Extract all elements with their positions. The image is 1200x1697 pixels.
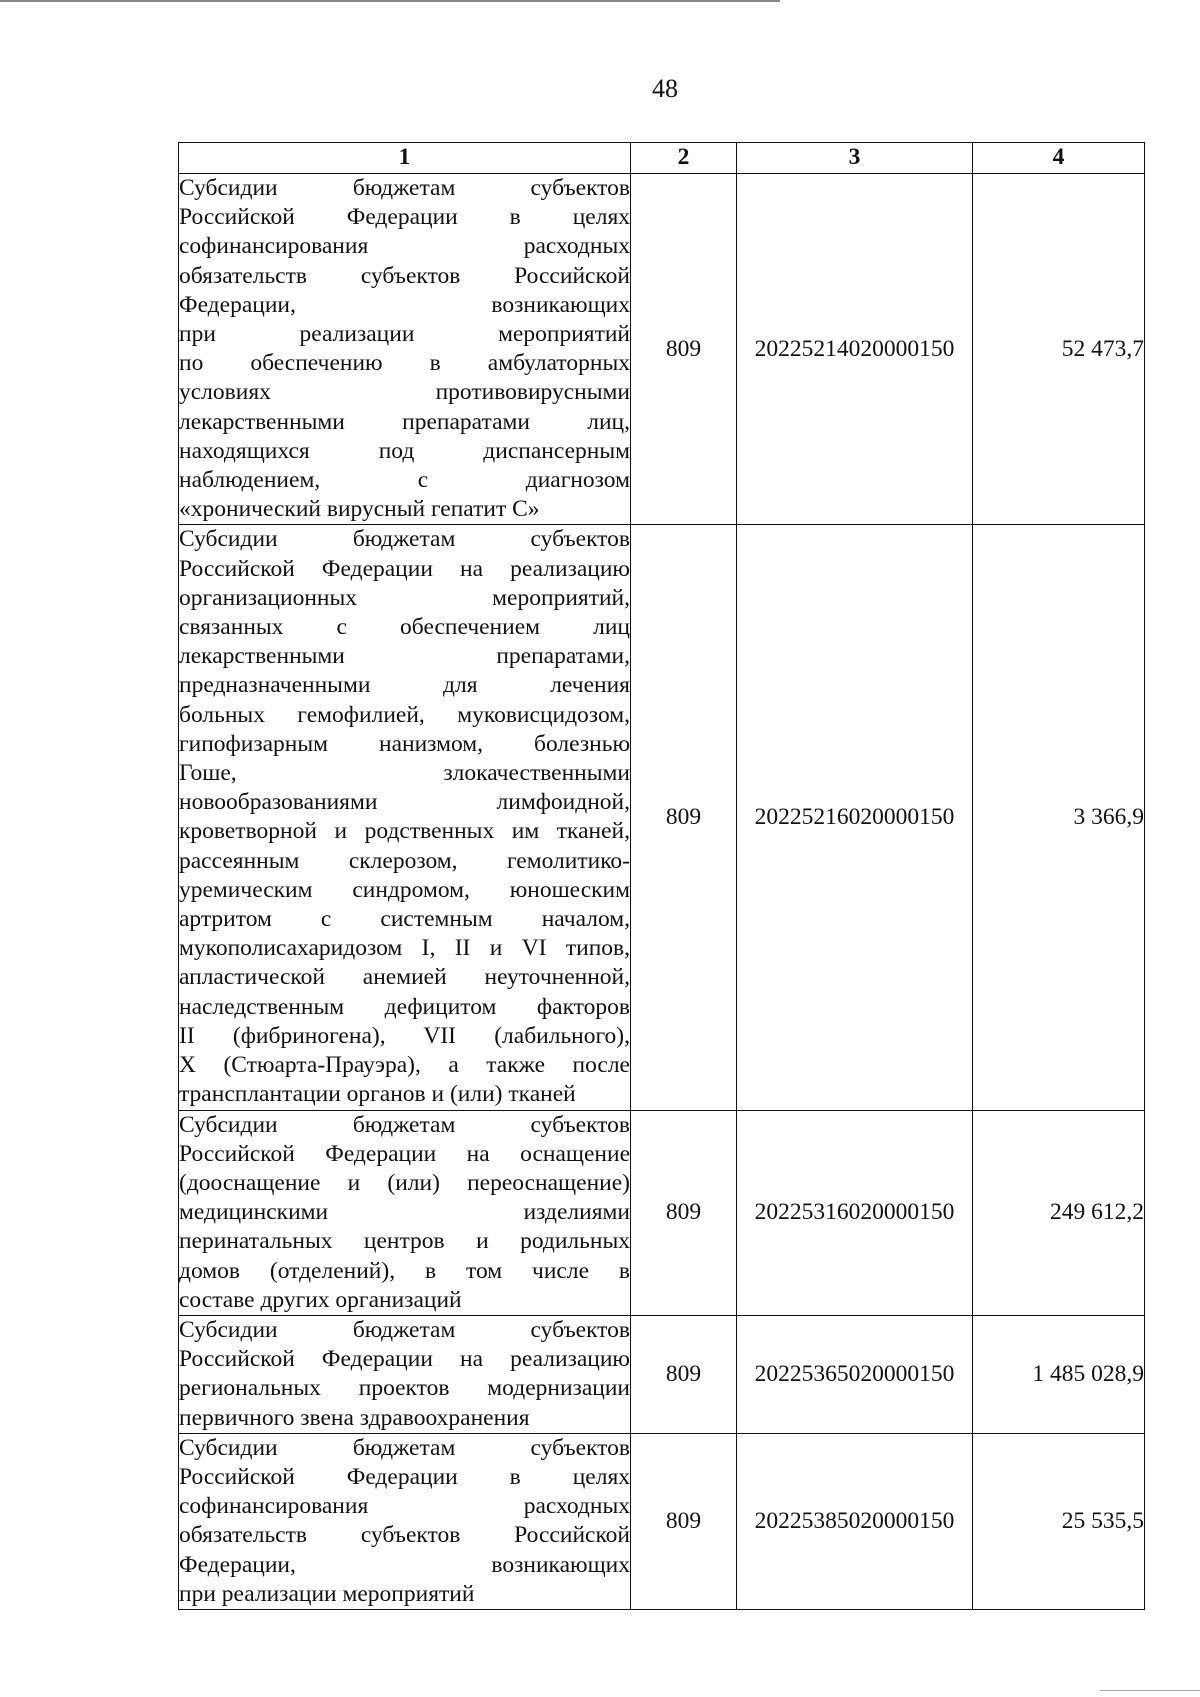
description-line: мукополисахаридозом I, II и VI типов, <box>179 935 630 962</box>
description-line: «хронический вирусный гепатит С» <box>179 496 540 523</box>
row-admin-code: 809 <box>631 174 737 525</box>
description-line: апластической анемией неуточненной, <box>179 964 630 991</box>
description-line: условиях противовирусными <box>179 379 630 406</box>
row-description <box>179 1110 631 1315</box>
description-line: Субсидии бюджетам субъектов <box>179 175 630 201</box>
table-row <box>179 174 1145 525</box>
column-header-4: 4 <box>973 143 1145 174</box>
table-row <box>179 525 1145 1110</box>
table-row <box>179 1315 1145 1433</box>
description-line: находящихся под диспансерным <box>179 437 630 464</box>
description-line: новообразованиями лимфоидной, <box>179 789 630 816</box>
row-budget-code: 20225216020000150 <box>737 525 973 1110</box>
budget-table <box>178 142 1145 1610</box>
row-admin-code: 809 <box>631 1433 737 1609</box>
description-line: рассеянным склерозом, гемолитико- <box>179 847 630 874</box>
description-line: Федерации, возникающих <box>179 291 630 318</box>
description-line: лекарственными препаратами лиц, <box>179 408 630 435</box>
description-line: (дооснащение и (или) переоснащение) <box>179 1169 630 1196</box>
table-body <box>179 174 1145 1610</box>
table-row <box>179 1110 1145 1315</box>
description-line: первичного звена здравоохранения <box>179 1404 530 1431</box>
description-line: составе других организаций <box>179 1286 462 1313</box>
description-line: артритом с системным началом, <box>179 906 630 933</box>
description-line: наследственным дефицитом факторов <box>179 993 630 1020</box>
row-amount: 1 485 028,9 <box>973 1315 1145 1433</box>
description-line: II (фибриногена), VII (лабильного), <box>179 1022 630 1049</box>
description-line: организационных мероприятий, <box>179 584 630 611</box>
description-line: трансплантации органов и (или) тканей <box>179 1081 576 1108</box>
description-line: при реализации мероприятий <box>179 321 630 348</box>
description-line: уремическим синдромом, юношеским <box>179 876 630 903</box>
column-header-2: 2 <box>631 143 737 174</box>
description-line: софинансирования расходных <box>179 233 630 260</box>
description-line: перинатальных центров и родильных <box>179 1228 630 1255</box>
scan-edge-bottom <box>1100 1690 1200 1691</box>
row-admin-code: 809 <box>631 1315 737 1433</box>
column-header-3: 3 <box>737 143 973 174</box>
description-line: наблюдением, с диагнозом <box>179 467 630 494</box>
description-line: Федерации, возникающих <box>179 1551 630 1578</box>
description-line: предназначенными для лечения <box>179 672 630 699</box>
row-amount: 249 612,2 <box>973 1110 1145 1315</box>
row-budget-code: 20225365020000150 <box>737 1315 973 1433</box>
row-admin-code: 809 <box>631 1110 737 1315</box>
description-line: X (Стюарта-Прауэра), а также после <box>179 1052 630 1079</box>
column-header-1: 1 <box>179 143 631 174</box>
row-budget-code: 20225214020000150 <box>737 174 973 525</box>
description-line: Субсидии бюджетам субъектов <box>179 1316 630 1343</box>
description-line: Российской Федерации на реализацию <box>179 1346 630 1373</box>
description-line: Российской Федерации на оснащение <box>179 1140 630 1167</box>
header-row <box>179 143 1145 174</box>
description-line: Субсидии бюджетам субъектов <box>179 1111 630 1138</box>
row-budget-code: 20225316020000150 <box>737 1110 973 1315</box>
description-line: Субсидии бюджетам субъектов <box>179 1434 630 1461</box>
description-line: обязательств субъектов Российской <box>179 262 630 289</box>
row-description <box>179 174 631 525</box>
description-line: кроветворной и родственных им тканей, <box>179 818 630 845</box>
description-line: домов (отделений), в том числе в <box>179 1257 630 1284</box>
description-line: больных гемофилией, муковисцидозом, <box>179 701 630 728</box>
description-line: при реализации мероприятий <box>179 1580 475 1607</box>
description-line: лекарственными препаратами, <box>179 643 630 670</box>
description-line: Гоше, злокачественными <box>179 760 630 787</box>
row-description <box>179 1315 631 1433</box>
description-line: гипофизарным нанизмом, болезнью <box>179 730 630 757</box>
description-line: Российской Федерации в целях <box>179 1463 630 1490</box>
description-line: Российской Федерации в целях <box>179 204 630 231</box>
description-line: Российской Федерации на реализацию <box>179 555 630 582</box>
description-line: связанных с обеспечением лиц <box>179 614 630 641</box>
row-amount: 52 473,7 <box>973 174 1145 525</box>
row-amount: 3 366,9 <box>973 525 1145 1110</box>
row-budget-code: 20225385020000150 <box>737 1433 973 1609</box>
scan-edge-top <box>0 0 780 2</box>
description-line: Субсидии бюджетам субъектов <box>179 526 630 553</box>
description-line: по обеспечению в амбулаторных <box>179 350 630 377</box>
row-description <box>179 1433 631 1609</box>
row-description <box>179 525 631 1110</box>
page-number: 48 <box>652 74 678 103</box>
description-line: региональных проектов модернизации <box>179 1375 630 1402</box>
description-line: софинансирования расходных <box>179 1493 630 1520</box>
row-admin-code: 809 <box>631 525 737 1110</box>
table-row <box>179 1433 1145 1609</box>
description-line: медицинскими изделиями <box>179 1199 630 1226</box>
description-line: обязательств субъектов Российской <box>179 1522 630 1549</box>
row-amount: 25 535,5 <box>973 1433 1145 1609</box>
